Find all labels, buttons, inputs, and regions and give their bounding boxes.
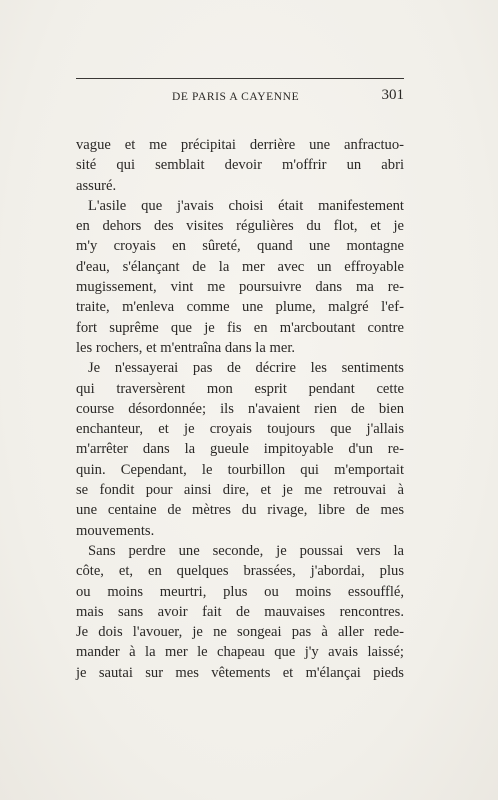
text-line: en dehors des visites régulières du flot, et je xyxy=(76,218,404,235)
text-line: traite, m'enleva comme une plume, malgré l'ef- xyxy=(76,299,404,316)
text-line: vague et me précipitai derrière une anfractuo- xyxy=(76,137,404,153)
page-number: 301 xyxy=(381,87,404,103)
text-line: m'arrêter dans la gueule impitoyable d'un re- xyxy=(76,441,404,458)
text-line: une centaine de mètres du rivage, libre de mes xyxy=(76,502,404,519)
text-line: Je dois l'avouer, je ne songeai pas à aller rede- xyxy=(76,624,404,641)
text-line: Sans perdre une seconde, je poussai vers la xyxy=(88,542,404,559)
text-line: mouvements. xyxy=(76,522,155,539)
text-line: les rochers, et m'entraîna dans la mer. xyxy=(76,339,296,356)
text-line: d'eau, s'élançant de la mer avec un effroyable xyxy=(76,258,404,275)
text-line: mander à la mer le chapeau que j'y avais laissé; xyxy=(76,644,404,661)
text-line: enchanteur, et je croyais toujours que j'allais xyxy=(76,421,404,438)
running-title: DE PARIS A CAYENNE xyxy=(172,91,300,103)
body-text xyxy=(76,135,404,683)
text-line: ou moins meurtri, plus ou moins essoufflé, xyxy=(76,583,404,600)
text-line: je sautai sur mes vêtements et m'élançai pieds xyxy=(76,664,404,681)
text-line: qui traversèrent mon esprit pendant cette xyxy=(76,380,404,397)
running-header xyxy=(76,78,404,109)
text-line: mugissement, vint me poursuivre dans ma re- xyxy=(76,279,404,296)
text-line: quin. Cependant, le tourbillon qui m'emportait xyxy=(76,461,404,478)
text-line: sité qui semblait devoir m'offrir un abri xyxy=(76,157,404,174)
text-line: Je n'essayerai pas de décrire les sentiments xyxy=(88,360,404,377)
text-line: se fondit pour ainsi dire, et je me retrouvai à xyxy=(76,482,404,499)
text-line: côte, et, en quelques brassées, j'abordai, plus xyxy=(76,563,404,580)
text-line: fort suprême que je fis en m'arcboutant contre xyxy=(76,319,404,336)
text-line: assuré. xyxy=(76,177,117,194)
text-line: mais sans avoir fait de mauvaises rencontres. xyxy=(76,603,404,620)
text-line: course désordonnée; ils n'avaient rien de bien xyxy=(76,400,404,417)
text-line: L'asile que j'avais choisi était manifestement xyxy=(88,197,404,214)
text-line: m'y croyais en sûreté, quand une montagne xyxy=(76,238,404,255)
